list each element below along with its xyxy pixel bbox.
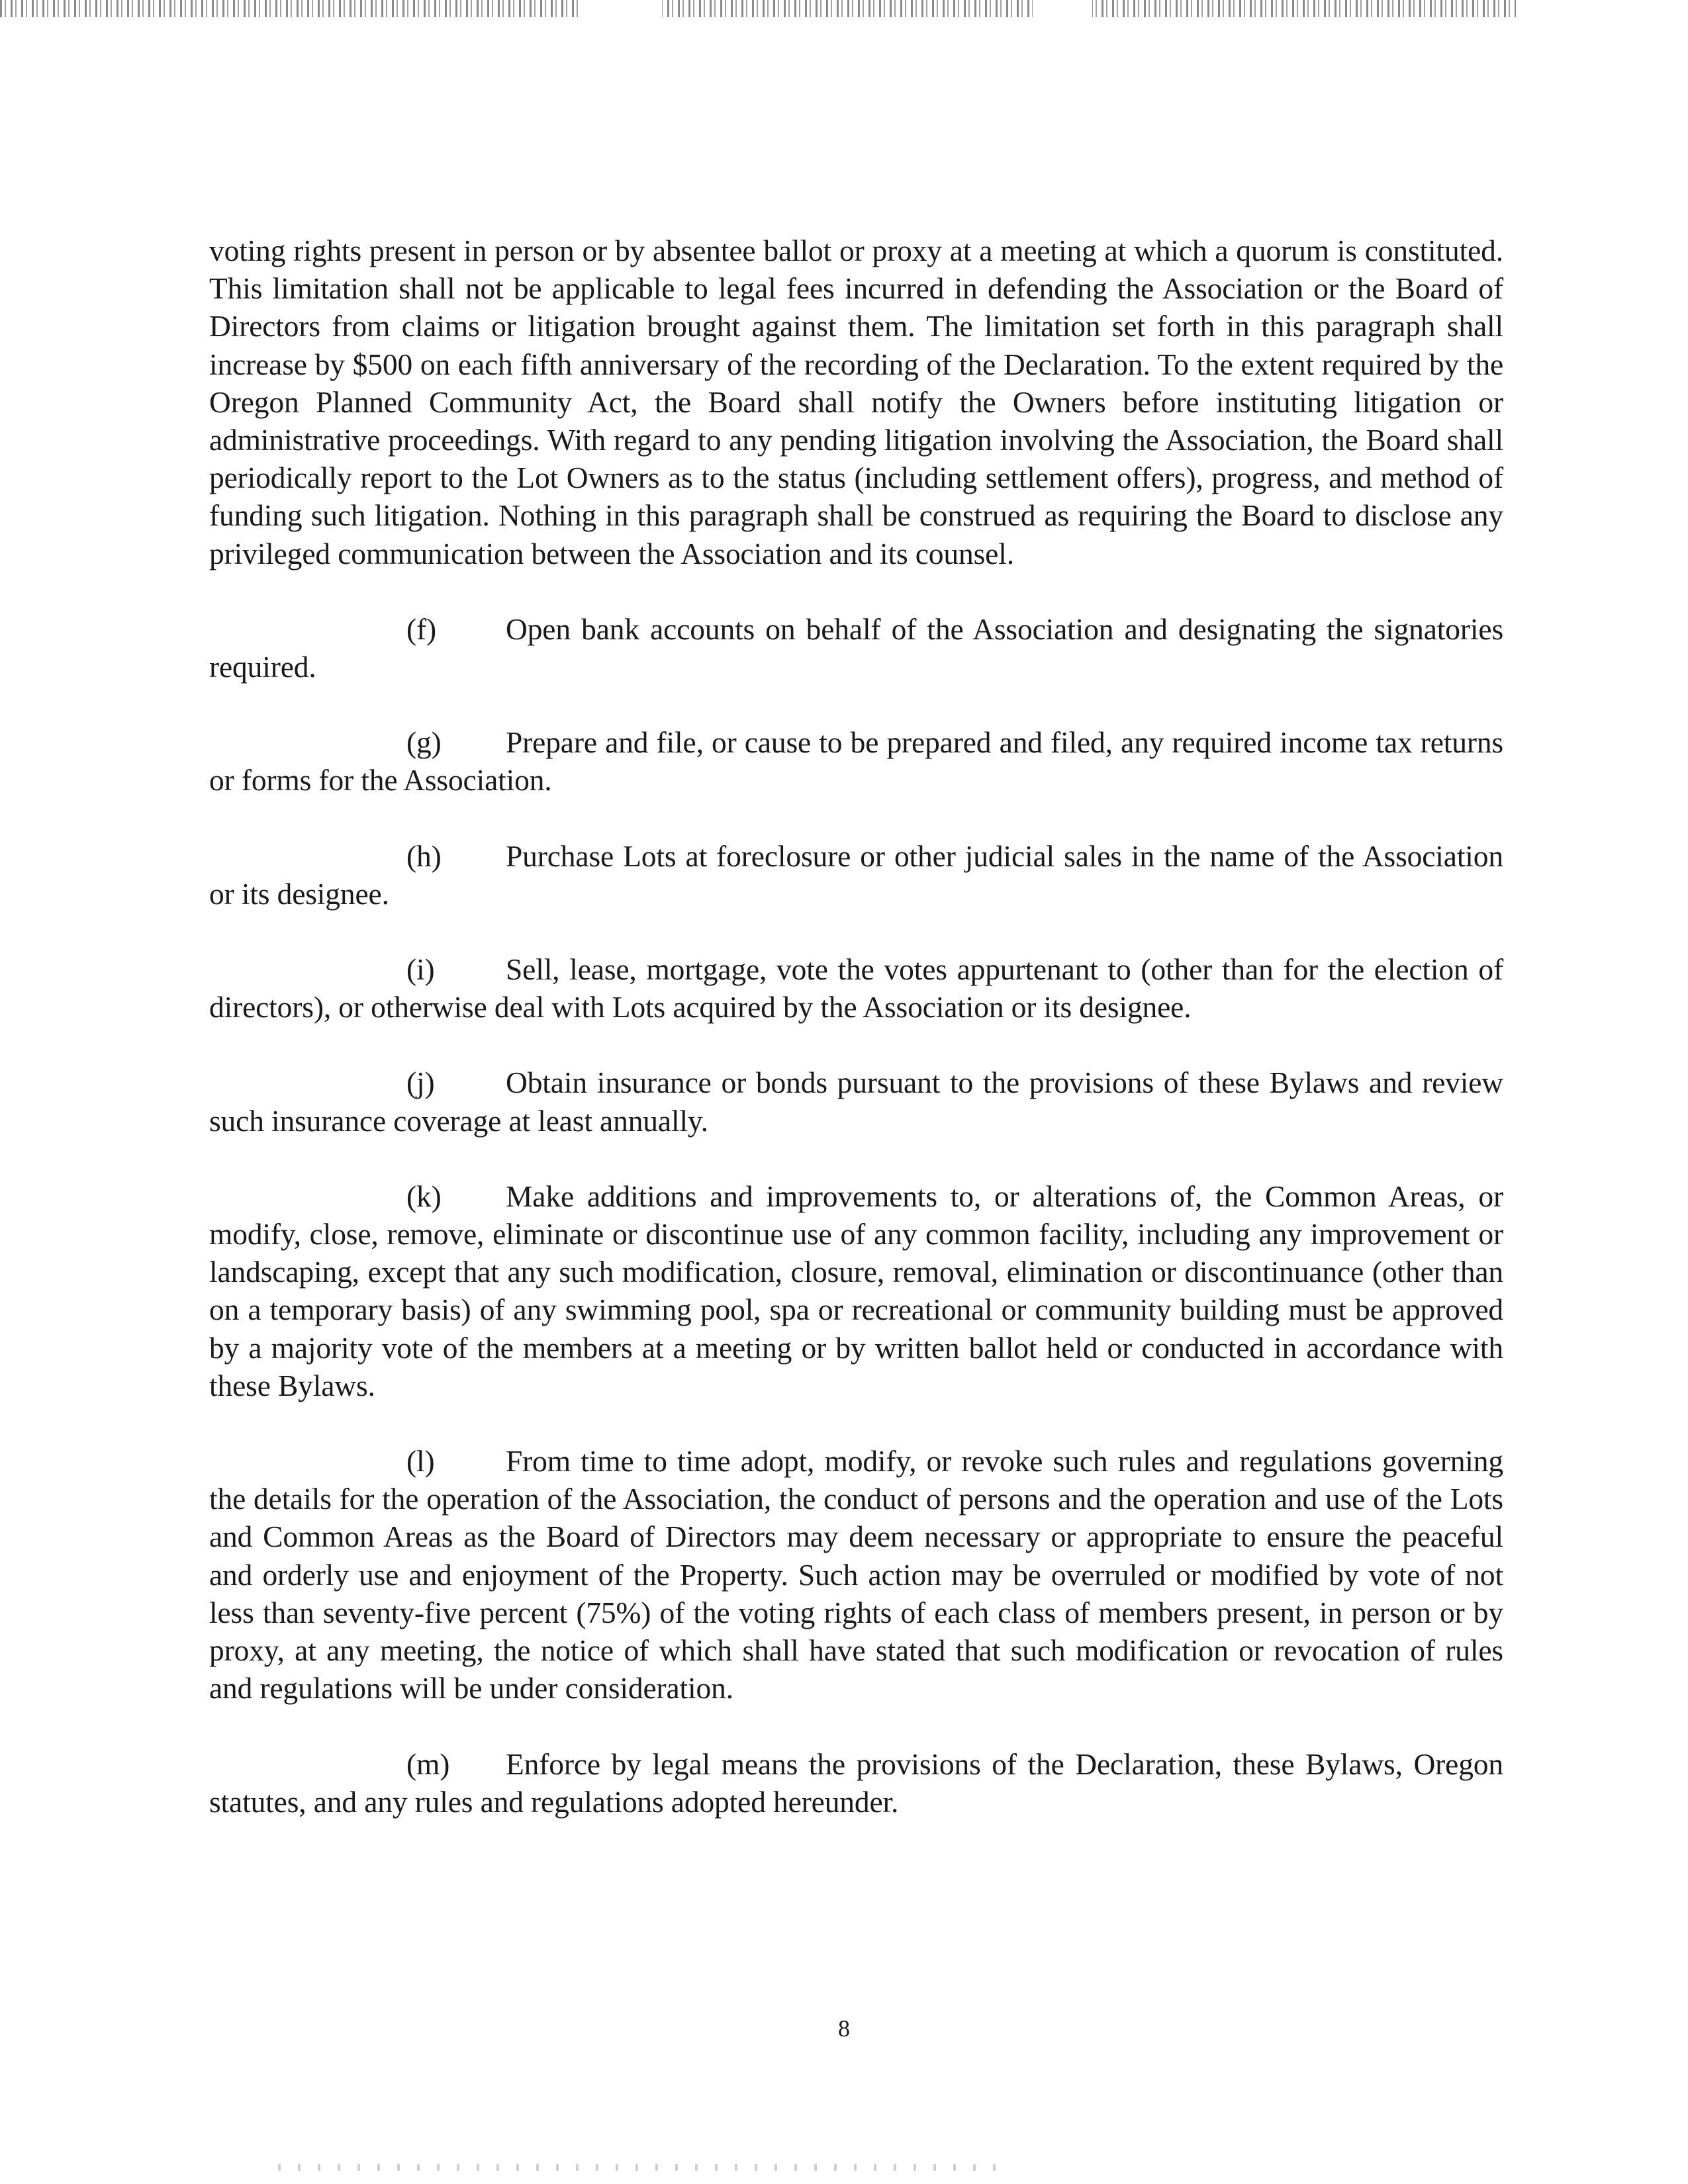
item-text: Enforce by legal means the provisions of the Declaration, these Bylaws, Oregon statutes, and any rules and regulations adopted hereunder. <box>209 1747 1503 1819</box>
scan-artifact-bottom <box>278 2164 1006 2171</box>
item-text: Open bank accounts on behalf of the Association and designating the signatories required. <box>209 612 1503 684</box>
list-item-l <box>209 1442 1503 1707</box>
item-label: (f) <box>406 612 437 646</box>
list-item-f <box>209 610 1503 686</box>
page-number: 8 <box>838 2015 850 2042</box>
list-item-h <box>209 837 1503 913</box>
item-text: Sell, lease, mortgage, vote the votes appurtenant to (other than for the election of directors), or otherwise deal with Lots acquired by the Association or its designee. <box>209 952 1503 1024</box>
item-label: (l) <box>406 1444 435 1479</box>
item-label: (k) <box>406 1179 442 1213</box>
continuation-paragraph: voting rights present in person or by absentee ballot or proxy at a meeting at which a quorum is constituted. This limitation shall not be applicable to legal fees incurred in defending the Association or the Board of Directors from claims or litigation brought against them. The limitation set forth in this paragraph shall increase by $500 on each fifth anniversary of the recording of the Declaration. To the extent required by the Oregon Planned Community Act, the Board shall notify the Owners before instituting litigation or administrative proceedings. With regard to any pending litigation involving the Association, the Board shall periodically report to the Lot Owners as to the status (including settlement offers), progress, and method of funding such litigation. Nothing in this paragraph shall be construed as requiring the Board to disclose any privileged communication between the Association and its counsel. <box>209 234 1503 570</box>
list-item-j <box>209 1064 1503 1139</box>
item-text: Obtain insurance or bonds pursuant to the provisions of these Bylaws and review such insurance coverage at least annually. <box>209 1066 1503 1138</box>
item-text: Purchase Lots at foreclosure or other judicial sales in the name of the Association or its designee. <box>209 839 1503 911</box>
list-item-g <box>209 723 1503 799</box>
item-label: (j) <box>406 1066 435 1100</box>
scan-artifact-top <box>0 0 1688 17</box>
item-label: (g) <box>406 725 442 760</box>
item-text: From time to time adopt, modify, or revoke such rules and regulations governing the details for the operation of the Association, the conduct of persons and the operation and use of the Lots and Common Areas as the Board of Directors may deem necessary or appropriate to ensure the peaceful and orderly use and enjoyment of the Property. Such action may be overruled or modified by vote of not less than seventy-five percent (75%) of the voting rights of each class of members present, in person or by proxy, at any meeting, the notice of which shall have stated that such modification or revocation of rules and regulations will be under consideration. <box>209 1444 1503 1706</box>
item-text: Make additions and improvements to, or alterations of, the Common Areas, or modify, close, remove, eliminate or discontinue use of any common facility, including any improvement or landscaping, except that any such modification, closure, removal, elimination or discontinuance (other than on a temporary basis) of any swimming pool, spa or recreational or community building must be approved by a majority vote of the members at a meeting or by written ballot held or conducted in accordance with these Bylaws. <box>209 1179 1503 1402</box>
list-item-m <box>209 1745 1503 1821</box>
item-text: Prepare and file, or cause to be prepared and filed, any required income tax returns or forms for the Association. <box>209 725 1503 797</box>
item-label: (i) <box>406 952 435 987</box>
document-body <box>209 232 1503 1858</box>
item-label: (h) <box>406 839 442 873</box>
list-item-k <box>209 1177 1503 1404</box>
item-label: (m) <box>406 1747 450 1781</box>
list-item-i <box>209 950 1503 1026</box>
